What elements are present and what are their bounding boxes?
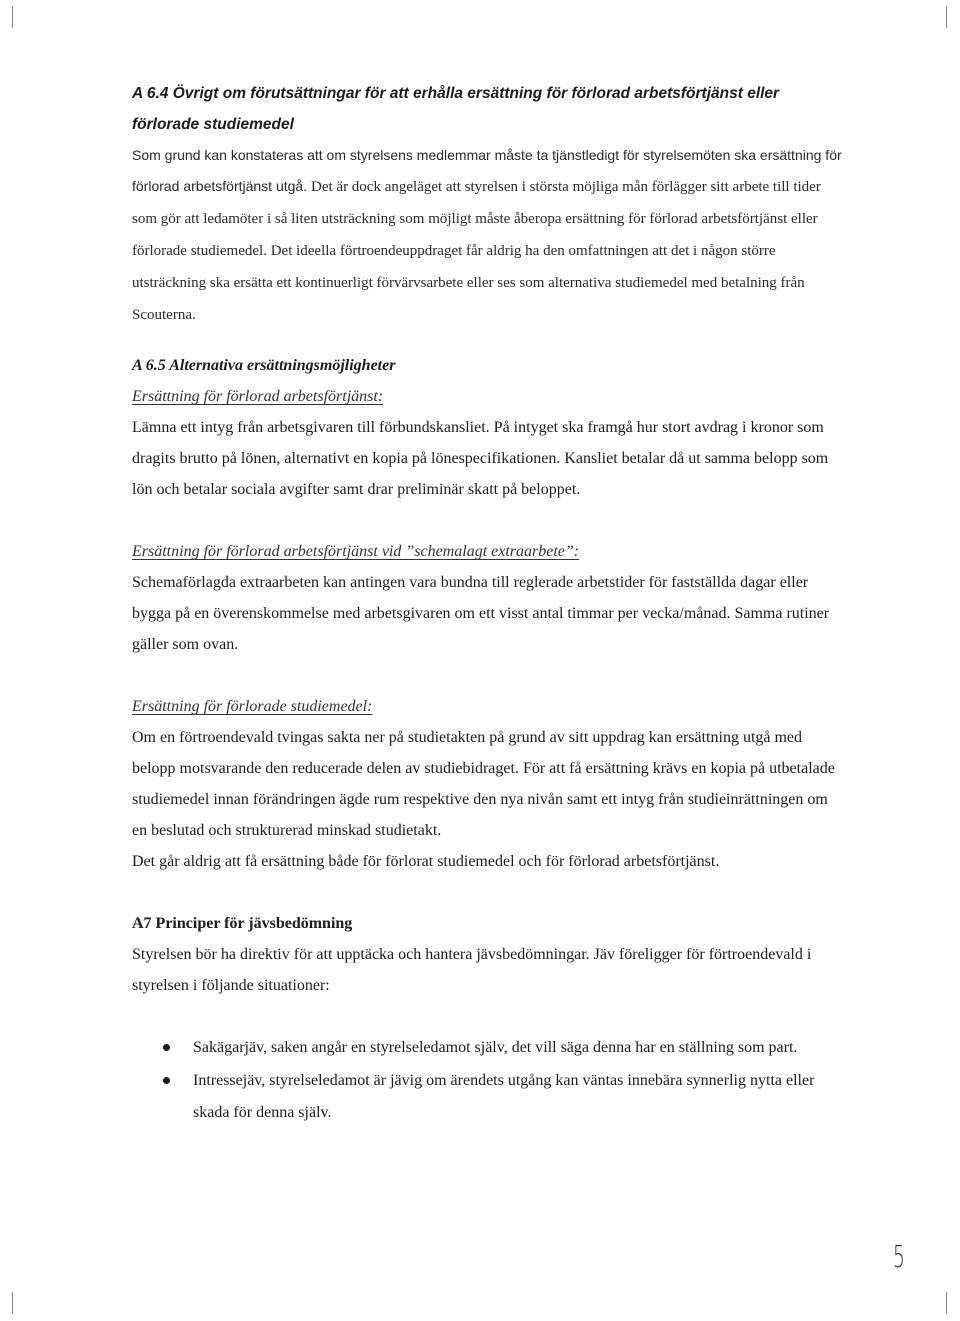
paragraph-lost-study-funds: Om en förtroendevald tvingas sakta ner på studietakten på grund av sitt uppdrag kan ersättning utgå med belopp motsvarande den reducerade delen av studiebidraget. För att få ersättning krävs en kopia på utbetalade studiemedel innan förändringen ägde rum respektive den nya nivån samt ett intyg från studieinrättningen om en beslutad och strukturerad minskad studietakt. — [132, 729, 835, 839]
crop-mark-bottom-right — [946, 1292, 947, 1314]
list-item-text: Intressejäv, styrelseledamot är jävig om ärendets utgång kan väntas innebära synnerlig nytta eller skada för denna själv. — [193, 1072, 815, 1121]
section-a64-paragraph — [132, 140, 842, 331]
list-item — [132, 1032, 842, 1064]
page-number: 5 — [893, 1240, 905, 1275]
list-item — [132, 1065, 842, 1129]
section-a65-heading: A 6.5 Alternativa ersättningsmöjligheter — [132, 357, 396, 374]
bullet-icon — [163, 1044, 170, 1051]
paragraph-no-double-compensation: Det går aldrig att få ersättning både för förlorat studiemedel och för förlorad arbetsförtjänst. — [132, 853, 720, 870]
document-page — [132, 78, 842, 1130]
section-a7-intro: Styrelsen bör ha direktiv för att upptäcka och hantera jävsbedömningar. Jäv föreligger för förtroendevald i styrelsen i följande situationer: — [132, 946, 812, 994]
list-item-text: Sakägarjäv, saken angår en styrelseledamot själv, det vill säga denna har en ställning som part. — [193, 1039, 798, 1056]
crop-mark-bottom-left — [12, 1292, 13, 1314]
section-a64-line1: Som grund kan konstateras att om styrelsens medlemmar måste ta tjänstledigt för styrelsemöten ska ersättning för förlorad arbetsförtjänst utgå. — [132, 147, 842, 194]
bullet-icon — [163, 1077, 170, 1084]
section-a7-heading: A7 Principer för jävsbedömning — [132, 915, 353, 932]
paragraph-scheduled-extra-work: Schemaförlagda extraarbeten kan antingen vara bundna till reglerade arbetstider för fastställda dagar eller bygga på en överenskommelse med arbetsgivaren om ett visst antal timmar per vecka/månad. Samma rutiner gäller som ovan. — [132, 574, 830, 653]
section-a64-heading: A 6.4 Övrigt om förutsättningar för att erhålla ersättning för förlorad arbetsförtjänst eller förlorade studiemedel — [132, 85, 780, 133]
subheading-scheduled-extra-work: Ersättning för förlorad arbetsförtjänst vid ”schemalagt extraarbete”: — [132, 543, 580, 560]
section-a64-rest: Det är dock angeläget att styrelsen i största möjliga mån förlägger sitt arbete till tider som gör att ledamöter i så liten utsträckning som möjligt måste åberopa ersättning för förlorad arbetsförtjänst eller förlorade studiemedel. Det ideella förtroendeuppdraget får aldrig ha den omfattningen att det i någon större utsträckning ska ersätta ett kontinuerligt förvärvsarbete eller ses som alternativa studiemedel med betalning från Scouterna. — [132, 179, 821, 323]
conflict-of-interest-list — [132, 1032, 842, 1129]
crop-mark-top-left — [12, 6, 13, 28]
subheading-lost-earnings: Ersättning för förlorad arbetsförtjänst: — [132, 388, 384, 405]
paragraph-lost-earnings: Lämna ett intyg från arbetsgivaren till förbundskansliet. På intyget ska framgå hur stort avdrag i kronor som dragits brutto på lönen, alternativt en kopia på lönespecifikationen. Kansliet betalar då ut samma belopp som lön och betalar sociala avgifter samt drar preliminär skatt på beloppet. — [132, 419, 829, 498]
crop-mark-top-right — [946, 6, 947, 28]
subheading-lost-study-funds: Ersättning för förlorade studiemedel: — [132, 698, 373, 715]
